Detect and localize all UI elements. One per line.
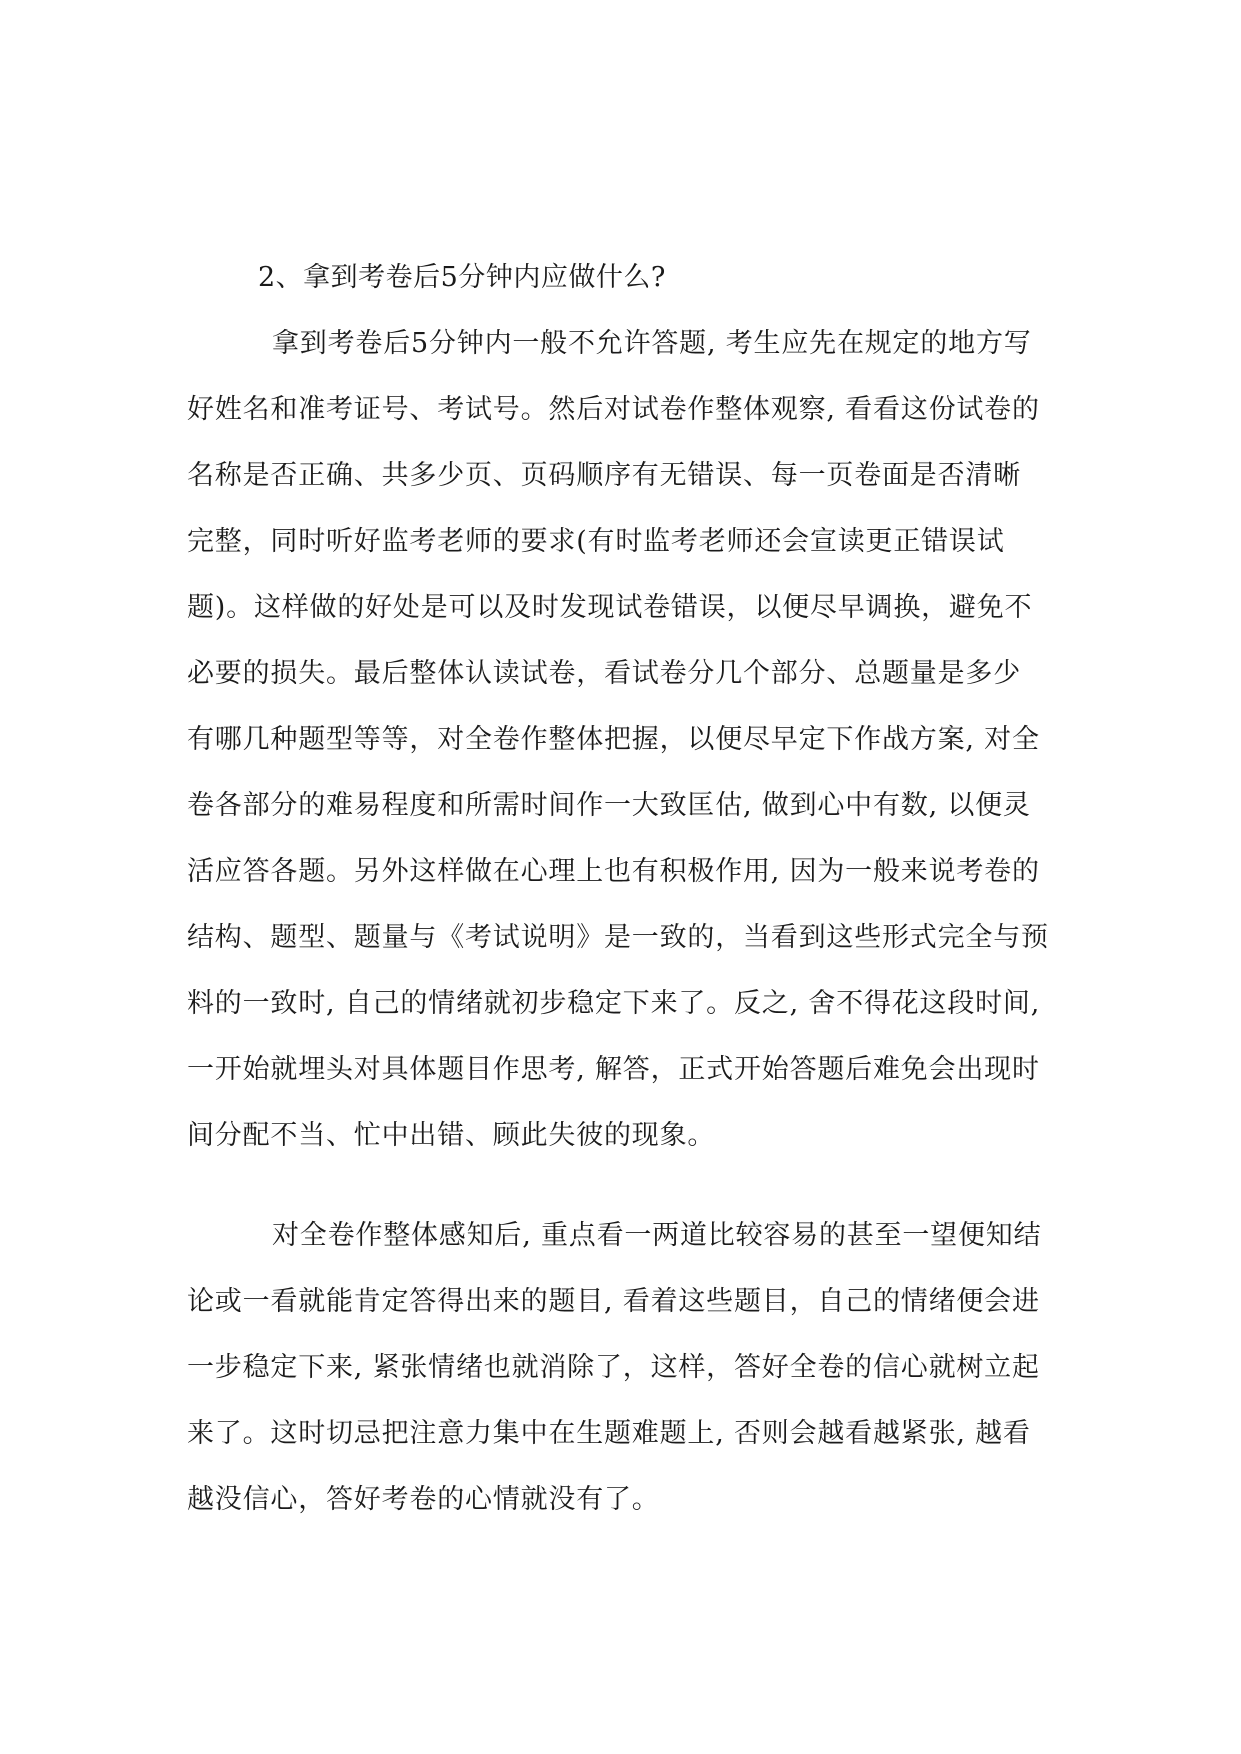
paragraph-1-line-9: 活应答各题。另外这样做在心理上也有积极作用, 因为一般来说考卷的 <box>187 856 1040 887</box>
paragraph-1-line-6: 必要的损失。最后整体认读试卷，看试卷分几个部分、总题量是多少 <box>187 658 1021 689</box>
paragraph-2-line-5: 越没信心，答好考卷的心情就没有了。 <box>187 1484 660 1515</box>
paragraph-1-line-8: 卷各部分的难易程度和所需时间作一大致匡估, 做到心中有数, 以便灵 <box>187 790 1031 821</box>
paragraph-2-line-2: 论或一看就能肯定答得出来的题目, 看着这些题目，自己的情绪便会进 <box>187 1286 1040 1317</box>
paragraph-2-line-4: 来了。这时切忌把注意力集中在生题难题上, 否则会越看越紧张, 越看 <box>187 1418 1031 1449</box>
paragraph-1-line-11: 料的一致时, 自己的情绪就初步稳定下来了。反之, 舍不得花这段时间, <box>187 988 1041 1019</box>
paragraph-2-line-1: 对全卷作整体感知后, 重点看一两道比较容易的甚至一望便知结 <box>272 1220 1042 1251</box>
paragraph-1-line-7: 有哪几种题型等等，对全卷作整体把握，以便尽早定下作战方案, 对全 <box>187 724 1040 755</box>
paragraph-1-line-4: 完整，同时听好监考老师的要求(有时监考老师还会宣读更正错误试 <box>187 526 1005 557</box>
paragraph-1-line-13: 间分配不当、忙中出错、顾此失彼的现象。 <box>187 1120 716 1151</box>
paragraph-1-line-3: 名称是否正确、共多少页、页码顺序有无错误、每一页卷面是否清晰 <box>187 460 1021 491</box>
paragraph-1-line-10: 结构、题型、题量与《考试说明》是一致的，当看到这些形式完全与预 <box>187 922 1049 953</box>
section-heading: 2、拿到考卷后5分钟内应做什么? <box>258 262 666 293</box>
paragraph-1-line-1: 拿到考卷后5分钟内一般不允许答题, 考生应先在规定的地方写 <box>272 328 1032 359</box>
paragraph-1-line-2: 好姓名和准考证号、考试号。然后对试卷作整体观察, 看看这份试卷的 <box>187 394 1040 425</box>
paragraph-1-line-5: 题)。这样做的好处是可以及时发现试卷错误，以便尽早调换，避免不 <box>187 592 1033 623</box>
paragraph-1-line-12: 一开始就埋头对具体题目作思考, 解答，正式开始答题后难免会出现时 <box>187 1054 1040 1085</box>
paragraph-2-line-3: 一步稳定下来, 紧张情绪也就消除了，这样，答好全卷的信心就树立起 <box>187 1352 1040 1383</box>
